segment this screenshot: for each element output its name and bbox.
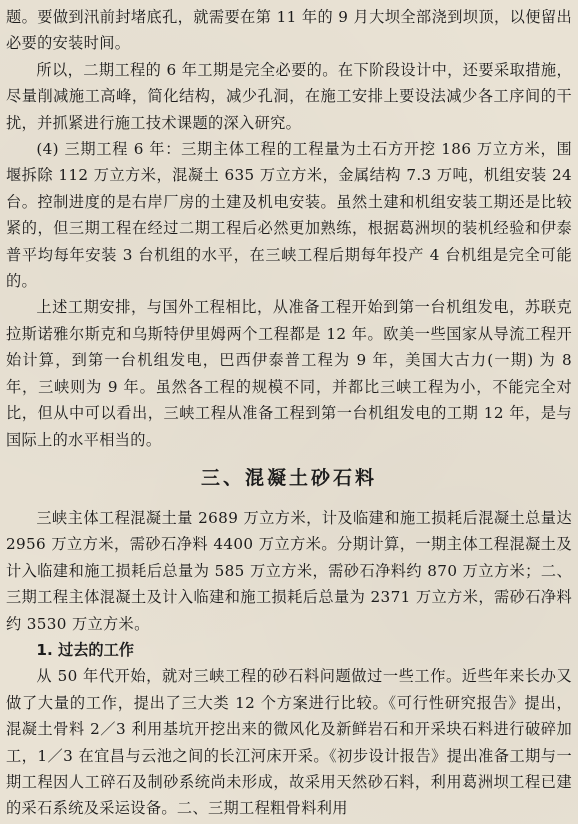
paragraph-phase-two-summary: 所以，二期工程的 6 年工期是完全必要的。在下阶段设计中，还要采取措施，尽量削减施工高峰，简化结构，减少孔洞，在施工安排上要设法减少各工序间的干扰，并抓紧进行施工技术课题的深入研究。	[6, 60, 572, 132]
subheading-past-work: 1. 过去的工作	[36, 640, 134, 659]
paragraph-phase-three: (4) 三期工程 6 年：三期主体工程的工程量为土石方开挖 186 万立方米，围堰拆除 112 万立方米，混凝土 635 万立方米，金属结构 7.3 万吨，机组安装 24 台。控制进度的是右岸厂房的土建及机电安装。虽然土建和机组安装工期还是比较紧的，但三期工程在经过二期工程后必然更加熟练，根据葛洲坝的装机经验和伊泰普平均每年安装 3 台机组的水平，在三峡工程后期每年投产 4 台机组是完全可能的。	[6, 140, 572, 291]
paragraph-continuation: 题。要做到汛前封堵底孔，就需要在第 11 年的 9 月大坝全部浇到坝顶，以便留出必要的安装时间。	[6, 8, 572, 53]
paragraph-past-work: 从 50 年代开始，就对三峡工程的砂石料问题做过一些工作。近些年来长办又做了大量的工作，提出了三大类 12 个方案进行比较。《可行性研究报告》提出，混凝土骨料 2／3 利用基坑开挖出来的微风化及新鲜岩石和开采块石料进行破碎加工，1／3 在宜昌与云池之间的长江河床开采。《初步设计报告》提出准备工期与一期工程因人工碎石及制砂系统尚未形成，故采用天然砂石料，利用葛洲坝工程已建的采石系统及采运设备。二、三期工程粗骨料利用	[6, 667, 572, 818]
section-title: 三、混凝土砂石料	[200, 466, 377, 489]
paragraph-international-comparison: 上述工期安排，与国外工程相比，从准备工程开始到第一台机组发电，苏联克拉斯诺雅尔斯克和乌斯特伊里姆两个工程都是 12 年。欧美一些国家从导流工程开始计算，到第一台机组发电，巴西伊泰普工程为 9 年，美国大古力(一期) 为 8 年，三峡则为 9 年。虽然各工程的规模不同，并都比三峡工程为小，不能完全对比，但从中可以看出，三峡工程从准备工程到第一台机组发电的工期 12 年，是与国际上的水平相当的。	[6, 298, 572, 449]
paragraph-concrete-quantities: 三峡主体工程混凝土量 2689 万立方米，计及临建和施工损耗后混凝土总量达 2956 万立方米，需砂石净料 4400 万立方米。分期计算，一期主体工程混凝土及计入临建和施工损耗后总量为 585 万立方米，需砂石净料约 870 万立方米；二、三期工程主体混凝土及计入临建和施工损耗后总量为 2371 万立方米，需砂石净料约 3530 万立方米。	[6, 508, 572, 633]
